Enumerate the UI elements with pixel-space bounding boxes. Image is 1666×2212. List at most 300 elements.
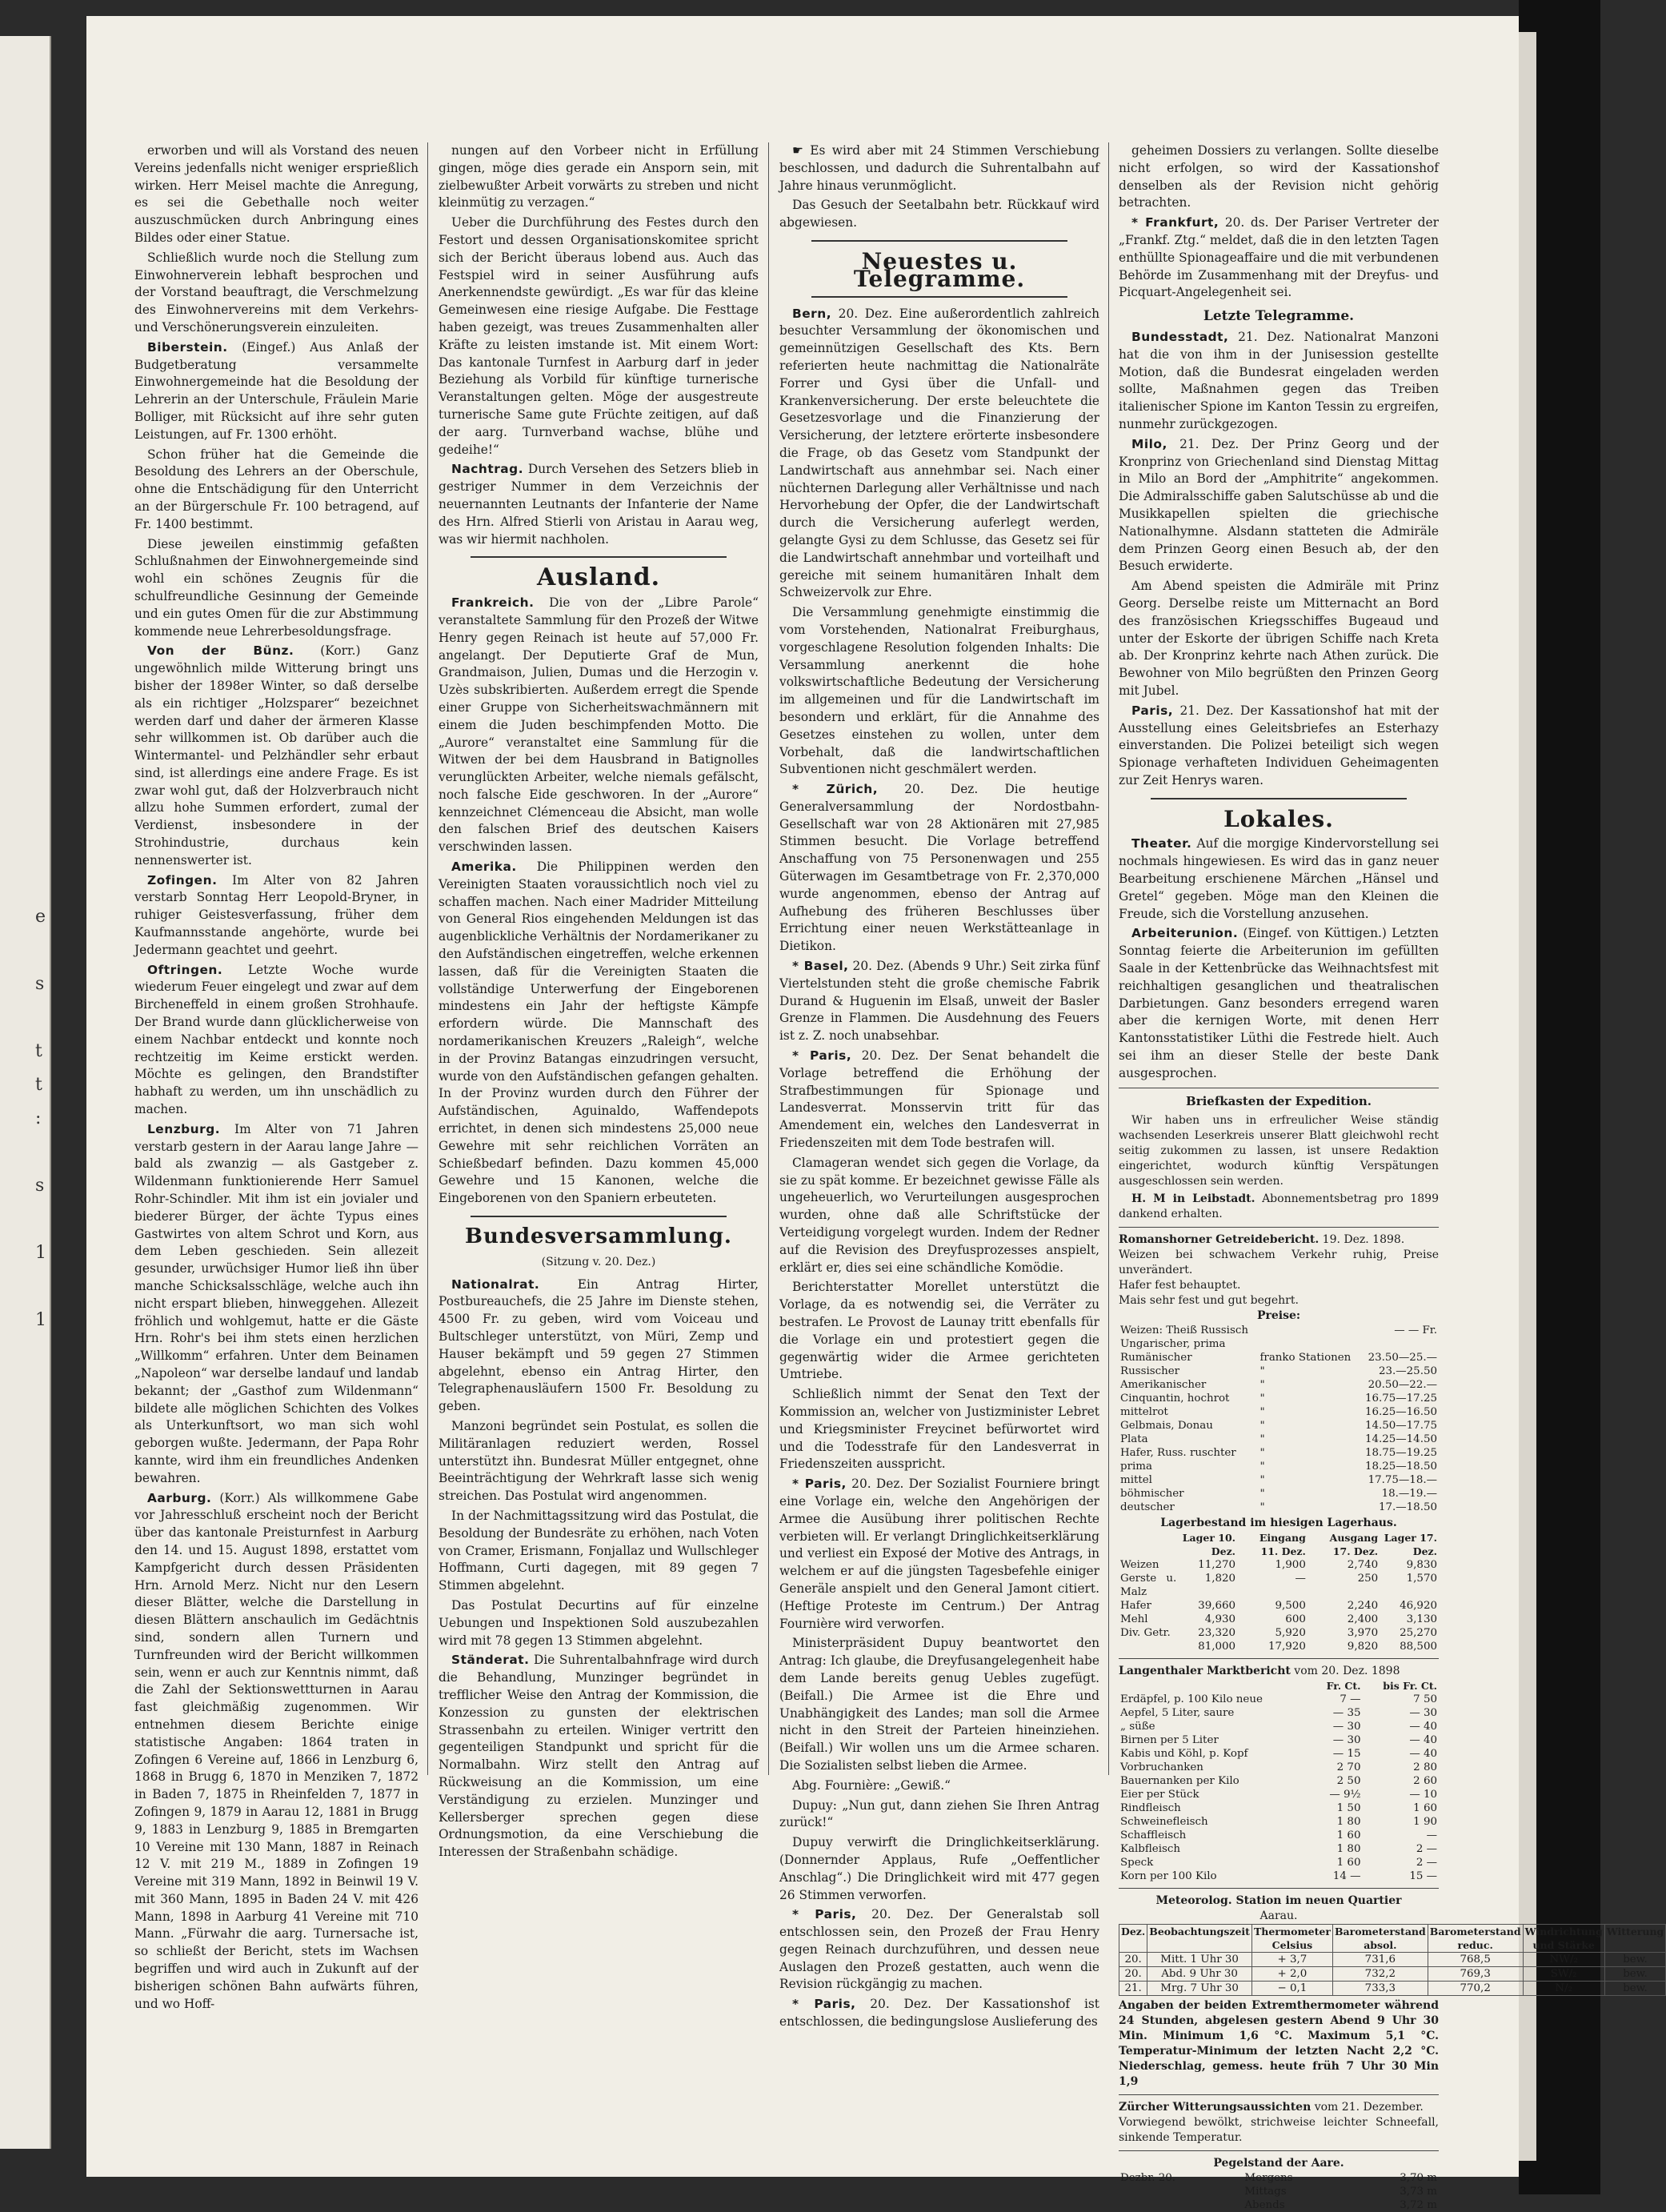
table-cell: 250: [1357, 1573, 1379, 1585]
rubric-nationalrat: Nationalrat.: [451, 1276, 540, 1292]
table-row: [1119, 1337, 1439, 1351]
table-cell: 23.—25.50: [1378, 1365, 1437, 1378]
table-cell: Schweinefleisch: [1120, 1816, 1208, 1829]
table-cell: — 30: [1332, 1721, 1361, 1733]
paragraph: * Paris, 20. Dez. Der Senat behandelt die Vorlage betreffend die Erhöhung der Strafbestimmungen für Spionage und Landesverrat. Monsservin tritt für das Amendement ein, welches den Landesverrat in Friedenszeiten mit dem Tode bestrafen will.: [779, 1048, 1099, 1151]
table-cell: ": [1260, 1393, 1265, 1405]
table-cell: — 15: [1332, 1748, 1361, 1761]
table-row: [1119, 1613, 1439, 1626]
column-header: Barometerstand reduc.: [1428, 1925, 1523, 1953]
table-row: [1119, 1856, 1439, 1869]
table-cell: 1,900: [1275, 1559, 1306, 1572]
table-cell: NW/₂: [1523, 1953, 1604, 1967]
table-cell: 14.25—14.50: [1364, 1433, 1437, 1446]
column-header: Barometerstand absol.: [1332, 1925, 1428, 1953]
table-row: [1119, 1720, 1439, 1733]
table-row: [1119, 1967, 1666, 1982]
table-cell: 600: [1285, 1613, 1306, 1626]
paragraph: Arbeiterunion. (Eingef. von Küttigen.) Letzten Sonntag feierte die Arbeiterunion im gefüllten Saale in der Kettenbrücke das Weihnachtsfest mit reichhaltigen gesanglichen und theatralischen Darbietungen. Ganz besonders erregend waren aber die kernigen Worte, mit denen Herr Kantonsstatistiker Lüthi die Festrede hielt. Auch sei ihm an dieser Stelle der beste Dank ausgesprochen.: [1119, 926, 1439, 1080]
table-cell: 2 —: [1416, 1857, 1437, 1869]
table-cell: mittel: [1120, 1474, 1152, 1487]
table-cell: Bauernanken per Kilo: [1120, 1775, 1239, 1788]
paragraph: Ständerat. Die Suhrentalbahnfrage wird durch die Behandlung, Munzinger begründet in trefflicher Weise den Antrag der Kommission, die Konzession zu gunsten der elektrischen Strassenbahn zu erteilen. Winiger vertritt den gegenteiligen Standpunkt und spricht für die Normalbahn. Wirz stellt den Antrag auf Rückweisung an die Kommission, um eine Verständigung zu erzielen. Munzinger und Kellersberger sprechen gegen diese Ordnungsmotion, da eine Verschiebung die Interessen der Straßenbahn schädige.: [439, 1653, 759, 1860]
section-divider: [471, 556, 727, 558]
column-header: Windrichtung und Stärke: [1523, 1925, 1604, 1953]
table-cell: 18.—19.—: [1381, 1488, 1437, 1501]
rubric-amerika: Amerika.: [451, 860, 517, 875]
meteorologie: Meteorolog. Station im neuen Quartier Aarau. Dez. Beobachtungszeit Thermometer Celsius Barometerstand absol. Barometerstand reduc. Windrichtung und Stärke Witterung 20. Mitt. 1 Uhr 30 + 3,7 731,6 768,5 NW/₂ bew. 20. Abd. 9 Uhr 30 + 2,0 732,2 769,3 SW/₂ bew. 21. Mrg. 7 Uhr 30 − 0,1 733,3 770,2 N/₂ bew. Angaben der beiden Extremthermometer während 24 Stunden, abgelesen gestern Abend 9 Uhr 30 Min. Minimum 1,6 °C. Maximum 5,1 °C. Temperatur-Minimum der letzten Nacht 2,2 °C. Niederschlag, gemess. heute früh 7 Uhr 30 Min 1,9: [1119, 1893, 1439, 2090]
table-cell: 21.: [1119, 1982, 1147, 1996]
table-cell: ": [1260, 1379, 1265, 1392]
table-cell: SW/₂: [1523, 1967, 1604, 1982]
table-row: [1119, 2185, 1439, 2198]
table-cell: 88,500: [1400, 1641, 1437, 1653]
rubric-aarburg: Aarburg.: [147, 1490, 212, 1505]
dateline-paris: * Paris,: [792, 1477, 847, 1492]
paragraph: ☛ Es wird aber mit 24 Stimmen Verschiebung beschlossen, und dadurch die Suhrentalbahn auf Jahre hinaus verunmöglicht.: [779, 143, 1099, 193]
paragraph: Nachtrag. Durch Versehen des Setzers blieb in gestriger Nummer in dem Verzeichnis der neuernannten Leutnants der Infanterie der Name des Hrn. Alfred Stierli von Aristau in Aarau weg, was wir hiermit nachholen.: [439, 462, 759, 547]
table-cell: — 9½: [1329, 1789, 1361, 1801]
table-cell: 1 90: [1413, 1816, 1437, 1829]
section-divider: [811, 240, 1067, 242]
dateline-paris: * Paris,: [792, 1997, 856, 2012]
table-cell: 768,5: [1428, 1953, 1523, 1967]
table-row: [1119, 1801, 1439, 1815]
table-cell: ": [1260, 1406, 1265, 1419]
table-cell: N/₂: [1523, 1982, 1604, 1996]
table-row: [1119, 1392, 1439, 1405]
table-cell: Birnen per 5 Liter: [1120, 1734, 1219, 1747]
table-cell: — 10: [1409, 1789, 1437, 1801]
table-cell: 14 —: [1332, 1870, 1361, 1883]
paragraph: Aarburg. (Korr.) Als willkommene Gabe vor Jahresschluß erscheint noch der Bericht über das kantonale Preisturnfest in Aarburg den 14. und 15. August 1898, erstattet vom Kampfgericht durch dessen Präsidenten Hrn. Arnold Merz. Nicht nur den Lesern dieser Blätter, welche die Darstellung in diesen Blättern anschaulich im Gedächtnis sind, sondern allen Turnern und Turnfreunden wird der Bericht willkommen sein, wenn er auch zur Kenntnis nimmt, daß die Zahl der Sektionswettturnen in Aarau fast gleichmäßig zugenommen. Wir entnehmen diesem Berichte einige statistische Angaben: 1864 traten in Zofingen 6 Vereine auf, 1866 in Lenzburg 6, 1868 in Brugg 6, 1870 in Menziken 7, 1872 in Baden 7, 1875 in Rheinfelden 7, 1877 in Zofingen 9, 1879 in Aarau 12, 1881 in Brugg 9, 1883 in Lenzburg 9, 1885 in Bremgarten 10 Vereine mit 130 Mann, 1887 in Reinach 12 V. mit 219 M., 1889 in Zofingen 19 Vereine mit 319 Mann, 1892 in Beinwil 19 V. mit 360 Mann, 1895 in Baden 24 V. mit 426 Mann, 1898 in Aarburg 41 Vereine mit 710 Mann. „Fürwahr die aarg. Turnersache ist, so schließt der Bericht, stets im Wachsen begriffen und wird auch in Zukunft auf der bisherigen schönen Bahn aufwärts führen, und wo Hoff-: [134, 1490, 419, 2011]
table-cell: Korn per 100 Kilo: [1120, 1870, 1217, 1883]
column-header: Dez.: [1119, 1925, 1147, 1953]
table-cell: 1 80: [1336, 1843, 1361, 1856]
table-row: [1119, 1405, 1439, 1419]
table-cell: 1 60: [1336, 1829, 1361, 1842]
table-cell: 731,6: [1332, 1953, 1428, 1967]
paragraph: * Frankfurt, 20. ds. Der Pariser Vertreter der „Frankf. Ztg.“ meldet, daß die in den letzten Tagen enthüllte Spionageaffaire und die mit verbundenen Behörde im Zusammenhang mit der Dreyfus- und Picquart-Angelegenheit sei.: [1119, 215, 1439, 300]
column-header: Eingang 11. Dez.: [1259, 1532, 1306, 1558]
dateline-paris: Paris,: [1131, 703, 1174, 718]
paragraph: Ministerpräsident Dupuy beantwortet den Antrag: Ich glaube, die Dreyfusangelegenheit habe dem Lande bereits genug Uebles zugefügt. (Beifall.) Die Armee ist die Ehre und Unabhängigkeit des Landes; man soll die Armee nicht in den Streit der Parteien hineinziehen. (Beifall.) Wir wollen uns um die Armee scharen. Die Sozialisten selbst lieben die Armee.: [779, 1636, 1099, 1773]
table-cell: 770,2: [1428, 1982, 1523, 1996]
divider: [1119, 2150, 1439, 2151]
table-row: [1119, 1706, 1439, 1720]
table-cell: − 0,1: [1252, 1982, 1332, 1996]
table-cell: 3,970: [1347, 1627, 1379, 1640]
zuercher-witterung: Zürcher Witterungsaussichten vom 21. Dezember. Vorwiegend bewölkt, strichweise leichter Schneefall, sinkende Temperatur.: [1119, 2101, 1439, 2145]
table-cell: Weizen: [1120, 1559, 1159, 1572]
table-cell: — 30: [1332, 1734, 1361, 1747]
paragraph: * Paris, 20. Dez. Der Generalstab soll entschlossen sein, den Prozeß der Frau Henry gegen Reinach durchzuführen, und dessen neue Auslagen den Prozeß gestatten, auch wenn die Revision rückgängig zu machen.: [779, 1907, 1099, 1992]
table-row: [1119, 1842, 1439, 1856]
table-cell: 17.—18.50: [1378, 1501, 1437, 1514]
table-cell: Plata: [1120, 1433, 1148, 1446]
table-cell: Mehl: [1120, 1613, 1148, 1626]
dateline-paris: * Paris,: [792, 1907, 857, 1922]
table-cell: 1,570: [1406, 1573, 1437, 1585]
adjacent-page-edge: [0, 36, 51, 2149]
table-cell: Aepfel, 5 Liter, saure: [1120, 1707, 1235, 1720]
table-row: [1119, 1558, 1439, 1572]
table-cell: [1119, 2198, 1243, 2212]
table-cell: + 2,0: [1252, 1967, 1332, 1982]
dateline-bern: Bern,: [792, 306, 832, 321]
table-cell: Weizen: Theiß Russisch: [1120, 1324, 1248, 1337]
table-cell: 2 50: [1336, 1775, 1361, 1788]
table-cell: ": [1260, 1474, 1265, 1487]
paragraph: * Paris, 20. Dez. Der Kassationshof ist entschlossen, die bedingungslose Auslieferung des: [779, 1997, 1099, 2030]
table-cell: 2,240: [1347, 1600, 1379, 1613]
table-cell: Cinquantin, hochrot: [1120, 1393, 1230, 1405]
table-cell: 18.25—18.50: [1364, 1461, 1437, 1473]
table-cell: 18.75—19.25: [1364, 1447, 1437, 1460]
table-cell: Div. Getr.: [1120, 1627, 1171, 1640]
paragraph: Schon früher hat die Gemeinde die Besoldung des Lehrers an der Oberschule, ohne die Entschädigung für den Unterricht an der Bürgerschule Fr. 100 betragend, auf Fr. 1400 bestimmt.: [134, 447, 419, 531]
table-cell: — 30: [1409, 1707, 1437, 1720]
marktbericht-table: [1119, 1679, 1439, 1883]
column-4: [1119, 142, 1664, 2212]
table-cell: deutscher: [1120, 1501, 1175, 1514]
table-cell: — 35: [1332, 1707, 1361, 1720]
table-cell: böhmischer: [1120, 1488, 1184, 1501]
column-3: [779, 142, 1099, 2034]
marktbericht: Langenthaler Marktbericht vom 20. Dez. 1898 Fr. Ct. bis Fr. Ct. Erdäpfel, p. 100 Kilo neue 7 — 7 50 Aepfel, 5 Liter, saure — 35 — 30 „ süße — 30 — 40 Birnen per 5 Liter — 30 — 40 Kabis und Köhl, p. Kopf — 15 — 40 Vorbruchanken 2 70 2 80 Bauernanken per Kilo 2 50 2 60 Eier per Stück — 9½ — 10 Rindfleisch 1 50 1 60 Schweinefleisch 1 80 1 90 Schaffleisch 1 60 — Kalbfleisch 1 80 2 — Speck 1 60 2 — Korn per 100 Kilo 14 — 15 —: [1119, 1665, 1437, 1883]
column-rule: [1108, 142, 1109, 1775]
table-row: [1119, 1829, 1439, 1842]
table-cell: 3,73 m: [1400, 2186, 1437, 2198]
paragraph: nungen auf den Vorbeer nicht in Erfüllung gingen, möge dies gerade ein Ansporn sein, mit zielbewußter Arbeit vorwärts zu streben und nicht kleinmütig zu verzagen.“: [439, 143, 759, 210]
table-cell: 20.: [1119, 1967, 1147, 1982]
table-cell: [1119, 1640, 1178, 1653]
table-row: [1119, 1747, 1439, 1761]
table-cell: ": [1260, 1433, 1265, 1446]
table-cell: bew.: [1604, 1953, 1666, 1967]
column-rule: [427, 142, 428, 1775]
table-cell: Kalbfleisch: [1120, 1843, 1180, 1856]
table-cell: 16.75—17.25: [1364, 1393, 1437, 1405]
table-row: [1119, 1761, 1439, 1774]
scan-border: [1519, 0, 1600, 2194]
session-date: (Sitzung v. 20. Dez.): [541, 1255, 656, 1268]
table-cell: 16.25—16.50: [1364, 1406, 1437, 1419]
table-row: [1119, 1572, 1439, 1599]
table-row: [1119, 1815, 1439, 1829]
paragraph: Dupuy: „Nun gut, dann ziehen Sie Ihren Antrag zurück!“: [779, 1797, 1099, 1830]
table-cell: 5,920: [1275, 1627, 1306, 1640]
table-row: [1119, 1364, 1439, 1378]
paragraph: Ueber die Durchführung des Festes durch den Festort und dessen Organisationskomitee spricht sich der Bericht überaus lobend aus. Auch das Festspiel wird in seiner Ausführung aufs Anerkennendste gewürdigt. „Es war für das kleine Gemeinwesen eine riesige Aufgabe. Die Festtage haben gezeigt, was treues Zusammenhalten aller Kräfte zu leisten imstande ist. Mit einem Wort: Das kantonale Turnfest in Aarburg darf in jeder Beziehung als Vorbild für künftige turnerische Veranstaltungen gelten. Möge der ausgestreute turnerische Same gute Früchte zeitigen, auf daß der aarg. Turnverband wachse, blühe und gedeihe!“: [439, 215, 759, 457]
table-cell: 23.50—25.—: [1368, 1352, 1437, 1364]
table-cell: Schaffleisch: [1120, 1829, 1187, 1842]
paragraph: Die Versammlung genehmigte einstimmig die vom Vorstehenden, Nationalrat Freiburghaus, vorgeschlagene Resolution folgenden Inhalts: Die Versammlung anerkennt die hohe volkswirtschaftliche Bedeutung der Versicherung im allgemeinen und für die Landwirtschaft im besondern und erklärt, für die Annahme des Gesetzes einstehen zu wollen, unter dem Vorbehalt, daß die landwirtschaftlichen Subventionen nicht geschmälert werden.: [779, 605, 1099, 777]
paragraph: Berichterstatter Morellet unterstützt die Vorlage, da es notwendig sei, die Verräter zu bestrafen. Le Provost de Launay tritt ebenfalls für die Vorlage ein und protestiert gegen die gegenwärtig wider die Armee gerichteten Umtriebe.: [779, 1280, 1099, 1382]
table-row: [1119, 1774, 1439, 1788]
table-cell: — 40: [1409, 1748, 1437, 1761]
table-cell: ": [1260, 1501, 1265, 1514]
table-cell: ": [1260, 1447, 1265, 1460]
column-header: Ausgang 17. Dez.: [1329, 1532, 1379, 1558]
paragraph: Diese jeweilen einstimmig gefaßten Schlußnahmen der Einwohnergemeinde sind wohl ein schönes Zeugnis für die schulfreundliche Gesinnung der Gemeinde und ein gutes Omen für die zur Abstimmung kommende neue Lehrerbesoldungsfrage.: [134, 536, 419, 639]
section-divider: [1151, 798, 1407, 799]
column-2: [439, 142, 759, 1864]
table-row: [1119, 1733, 1439, 1747]
table-cell: 23,320: [1198, 1627, 1236, 1640]
table-row: [1119, 1473, 1439, 1487]
paragraph: geheimen Dossiers zu verlangen. Sollte dieselbe nicht erfolgen, so wird der Kassationshof denselben als der Revision nicht gehörig betrachten.: [1119, 143, 1439, 210]
section-heading-lokales: Lokales.: [1223, 805, 1334, 832]
table-cell: 2,740: [1347, 1559, 1379, 1572]
paragraph: Am Abend speisten die Admiräle mit Prinz Georg. Derselbe reiste um Mitternacht an Bord des französischen Kriegsschiffes Bugeaud und unter der Eskorte der übrigen Schiffe nach Kreta ab. Der Kronprinz kehrte nach Athen zurück. Die Bewohner von Milo begrüßten den Prinzen Georg mit Jubel.: [1119, 579, 1439, 698]
getreidebericht: Romanshorner Getreidebericht. 19. Dez. 1898. Weizen bei schwachem Verkehr ruhig, Preise unverändert. Hafer fest behauptet. Mais sehr fest und gut begehrt. Preise: Weizen: Theiß Russisch — — Fr. Ungarischer, prima Rumänischer franko Stationen 23.50—25.— Russischer " 23.—25.50 Amerikanischer " 20.50—22.— Cinquantin, hochrot " 16.75—17.25 mittelrot " 16.25—16.50 Gelbmais, Donau " 14.50—17.75 Plata " 14.25—14.50 Hafer, Russ. ruschter " 18.75—19.25 prima " 18.25—18.50 mittel " 17.75—18.— böhmischer " 18.—19.— deutscher " 17.—18.50 Lagerbestand im hiesigen Lagerhaus. Lager 10. Dez. Eingang 11. Dez. Ausgang 17. Dez. Lager 17. Dez. Weizen 11,270 1,900 2,740 9,830 Gerste u. Malz 1,820 — 250 1,570 Hafer 39,660 9,500 2,240 46,920 Mehl 4,930 600 2,400 3,130 Div. Getr. 23,320 5,920 3,970 25,270 81,000 17,920 9,820 88,500: [1119, 1233, 1439, 1653]
paragraph: Manzoni begründet sein Postulat, es sollen die Militäranlagen reduziert werden, Rossel unterstützt ihn. Bundesrat Müller entgegnet, ohne Beeinträchtigung der Wehrkraft lasse sich wenig streichen. Das Postulat wird angenommen.: [439, 1418, 759, 1504]
rubric-staenderat: Ständerat.: [451, 1653, 530, 1668]
paragraph: Theater. Auf die morgige Kindervorstellung sei nochmals hingewiesen. Es wird das in ganz neuer Bearbeitung erschienene Märchen „Hänsel und Gretel“ gegeben. Möge man den Kleinen die Freude, sich die Vorstellung anzusehen.: [1119, 836, 1439, 921]
adjacent-page-fragments: e s t t : s 1 1: [35, 907, 46, 1330]
rubric-zofingen: Zofingen.: [147, 872, 218, 888]
table-cell: 46,920: [1400, 1600, 1437, 1613]
table-row: [1119, 1626, 1439, 1640]
table-cell: 9,820: [1347, 1641, 1379, 1653]
table-row: [1119, 1446, 1439, 1460]
table-cell: 9,830: [1406, 1559, 1437, 1572]
table-cell: ": [1260, 1420, 1265, 1433]
paragraph: Dupuy verwirft die Dringlichkeitserklärung. (Donnernder Applaus, Rufe „Oeffentlicher Anschlag“.) Die Dringlichkeit wird mit 477 gegen 26 Stimmen verworfen.: [779, 1835, 1099, 1902]
table-cell: Amerikanischer: [1120, 1379, 1207, 1392]
table-cell: 3,72 m: [1400, 2199, 1437, 2212]
table-cell: 20.50—22.—: [1368, 1379, 1437, 1392]
pegel-table: [1119, 2171, 1439, 2212]
table-cell: Morgens: [1244, 2172, 1293, 2185]
table-cell: Mittags: [1244, 2186, 1287, 2198]
table-cell: [1119, 2185, 1243, 2198]
pointing-hand-icon: ☛: [792, 143, 803, 158]
rubric-von-der-buenz: Von der Bünz.: [147, 643, 294, 659]
table-cell: + 3,7: [1252, 1953, 1332, 1967]
rubric-nachtrag: Nachtrag.: [451, 462, 524, 477]
weather-table: [1119, 1924, 1666, 1996]
section-divider: [811, 296, 1067, 298]
dateline-frankfurt: * Frankfurt,: [1131, 215, 1219, 230]
column-header: [1119, 1679, 1312, 1693]
table-cell: bew.: [1604, 1967, 1666, 1982]
table-cell: Dezbr. 20.: [1120, 2172, 1176, 2185]
table-cell: 1,820: [1204, 1573, 1236, 1585]
briefkasten-heading: Briefkasten der Expedition.: [1186, 1093, 1372, 1108]
table-cell: 4,930: [1204, 1613, 1236, 1626]
paragraph: Schließlich nimmt der Senat den Text der Kommission an, welcher von Justizminister Lebret und Kriegsminister Freycinet befürwortet wird und die Todesstrafe für den Landesverrat in Friedenszeiten ausspricht.: [779, 1387, 1099, 1472]
paragraph: H. M in Leibstadt. Abonnementsbetrag pro 1899 dankend erhalten.: [1119, 1192, 1439, 1221]
column-header: Fr. Ct.: [1326, 1680, 1361, 1693]
lagerbestand-table: [1119, 1531, 1439, 1653]
table-cell: 1 50: [1336, 1802, 1361, 1815]
rubric-lenzburg: Lenzburg.: [147, 1121, 221, 1136]
column-header: bis Fr. Ct.: [1383, 1680, 1437, 1693]
table-row: [1119, 1460, 1439, 1473]
paragraph: * Zürich, 20. Dez. Die heutige Generalversammlung der Nordostbahn-Gesellschaft war von 28 Aktionären mit 27,985 Stimmen besucht. Die Vorlage betreffend Anschaffung von 75 Personenwagen und 255 Güterwagen im Gesamtbetrage von Fr. 2,370,000 wurde angenommen, ebenso der Antrag auf Aufhebung des früheren Beschlusses über Errichtung einer neuen Werkstätteanlage in Dietikon.: [779, 782, 1099, 954]
rubric-oftringen: Oftringen.: [147, 962, 223, 977]
table-cell: 14.50—17.75: [1364, 1420, 1437, 1433]
table-cell: —: [1426, 1829, 1437, 1842]
divider: [1119, 1658, 1439, 1659]
paragraph: Abg. Fournière: „Gewiß.“: [792, 1777, 951, 1793]
column-header: Witterung: [1604, 1925, 1666, 1953]
section-divider: [471, 1216, 727, 1217]
table-cell: mittelrot: [1120, 1406, 1168, 1419]
column-rule: [768, 142, 769, 1775]
column-header: Lager 10. Dez.: [1182, 1532, 1236, 1558]
table-row: [1119, 1433, 1439, 1446]
table-cell: 17.75—18.—: [1368, 1474, 1437, 1487]
getreide-price-table: [1119, 1324, 1439, 1514]
table-cell: ": [1260, 1365, 1265, 1378]
table-cell: 733,3: [1332, 1982, 1428, 1996]
table-cell: 769,3: [1428, 1967, 1523, 1982]
table-cell: Mitt. 1 Uhr 30: [1147, 1953, 1252, 1967]
paragraph: * Paris, 20. Dez. Der Sozialist Fourniere bringt eine Vorlage ein, welche den Angehörigen der Armee die Ausübung ihrer politischen Rechte verbieten will. Er verlangt Dringlichkeitserklärung und verliest ein Exposé der Motive des Antrags, in welchem er auf die jüngsten Tagesbefehle einiger Generäle anspielt und den General Jamont citiert. (Heftige Proteste im Centrum.) Der Antrag Fournière wird verworfen.: [779, 1477, 1099, 1631]
rubric-frankreich: Frankreich.: [451, 595, 535, 611]
paragraph: Clamageran wendet sich gegen die Vorlage, da sie zu spät komme. Er bezeichnet gewisse Fälle als ungeheuerlich, wo Verurteilungen ausgesprochen wurden, ohne daß alle Schriftstücke der Verteidigung vorgelegt wurden. Indem der Redner auf die Revision des Dreyfusprozesses anspielt, erklärt er, dies sei eine schändliche Komödie.: [779, 1155, 1099, 1275]
paragraph: Zofingen. Im Alter von 82 Jahren verstarb Sonntag Herr Leopold-Bryner, in ruhiger Geistesverfassung, früher dem Kaufmannsstande angehörte, wurde bei Jedermann geachtet und geehrt.: [134, 872, 419, 957]
table-row: [1119, 1693, 1439, 1706]
column-1: [134, 142, 419, 2015]
table-cell: Mrg. 7 Uhr 30: [1147, 1982, 1252, 1996]
table-cell: —: [1295, 1573, 1306, 1585]
table-cell: 39,660: [1198, 1600, 1236, 1613]
table-cell: 2 60: [1413, 1775, 1437, 1788]
table-cell: 1 60: [1336, 1857, 1361, 1869]
divider: [1119, 2094, 1439, 2095]
table-row: [1119, 1869, 1439, 1883]
paragraph: Lenzburg. Im Alter von 71 Jahren verstarb gestern in der Aarau lange Jahre — bald als zwanzig — als Gastgeber z. Wildenmann funktionierende Herr Samuel Rohr-Schindler. Mit ihm ist ein jovialer und biederer Bürger, der ächte Typus eines Gastwirtes von altem Schrot und Korn, aus dem Leben geschieden. Sein allezeit gesunder, urwüchsiger Humor ließ ihn über manche Schicksalsschläge, welche auch ihn nicht erspart blieben, hinweggehen. Allezeit fröhlich und wohlgemut, hatte er die Gäste Hrn. Rohr's bei ihm stets einen herzlichen „Willkomm“ erfahren. Unter dem Beinamen „Napoleon“ war derselbe landauf und landab bekannt; der „Gasthof zum Wildenmann“ bildete alle möglichen Schichten des Volkes als Unterkunftsort, wo man sich wohl geborgen wußte. Jedermann, der Papa Rohr kannte, wird ihm ein freundliches Andenken bewahren.: [134, 1121, 419, 1485]
table-cell: Kabis und Köhl, p. Kopf: [1120, 1748, 1248, 1761]
table-cell: Gelbmais, Donau: [1120, 1420, 1213, 1433]
table-cell: Abd. 9 Uhr 30: [1147, 1967, 1252, 1982]
paragraph: Nationalrat. Ein Antrag Hirter, Postbureauchefs, die 25 Jahre im Dienste stehen, 4500 Fr. zu geben, wird vom Voiceau und Bultschleger unterstützt, von Müri, Zemp und Hauser bekämpft und 59 gegen 27 Stimmen abgelehnt, ebenso ein Antrag Hirter, den Telegraphenausläufern 1500 Fr. Besoldung zu geben.: [439, 1276, 759, 1414]
paragraph: * Basel, 20. Dez. (Abends 9 Uhr.) Seit zirka fünf Viertelstunden steht die große chemische Fabrik Durand & Huguenin im Elsaß, unweit der Basler Grenze in Flammen. Die Ausdehnung des Feuers ist z. Z. noch unabsehbar.: [779, 959, 1099, 1044]
table-cell: 25,270: [1400, 1627, 1437, 1640]
table-row: [1119, 1788, 1439, 1801]
dateline-zuerich: * Zürich,: [792, 782, 879, 797]
table-cell: 11,270: [1198, 1559, 1236, 1572]
table-cell: [1258, 1324, 1358, 1337]
table-cell: Rindfleisch: [1120, 1802, 1181, 1815]
paragraph: Bern, 20. Dez. Eine außerordentlich zahlreich besuchter Versammlung der ökonomischen und gemeinnützigen Gesellschaft des Kts. Bern referierten heute nachmittag die Nationalräte Forrer und Gysi über die Unfall- und Krankenversicherung. Der erste beleuchtete die Gesetzesvorlage und die Finanzierung der Versicherung, der letztere erörterte insbesondere die Frage, ob das Gesetz vom Standpunkt der Landwirtschaft aus annehmbar sei. Nach einer nüchternen Darlegung aller Verhältnisse und nach Hervorhebung der Opfer, die der Landwirtschaft durch die Versicherung auferlegt werden, gelangte Gysi zu dem Schlusse, das Gesetz sei für die Landwirtschaft annehmbar und vorteilhaft und gereiche mit seinem humanitären Inhalt dem Schweizervolk zur Ehre.: [779, 306, 1099, 600]
rubric-arbeiterunion: Arbeiterunion.: [1131, 926, 1239, 941]
section-heading-letzte-telegramme: Letzte Telegramme.: [1203, 308, 1355, 325]
paragraph: Schließlich wurde noch die Stellung zum Einwohnerverein lebhaft besprochen und der Vorstand beauftragt, die Verschmelzung des Einwohnervereins mit dem Verkehrs- und Verschönerungsverein einzuleiten.: [134, 250, 419, 335]
table-cell: Eier per Stück: [1120, 1789, 1199, 1801]
column-header: Lager 17. Dez.: [1384, 1532, 1437, 1558]
table-row: [1119, 1982, 1666, 1996]
table-row: [1119, 1487, 1439, 1501]
table-cell: Abends: [1244, 2199, 1285, 2212]
table-row: [1119, 1378, 1439, 1392]
table-row: [1119, 1599, 1439, 1613]
rubric-theater: Theater.: [1131, 836, 1192, 852]
table-cell: 20.: [1119, 1953, 1147, 1967]
column-header: Thermometer Celsius: [1252, 1925, 1332, 1953]
table-cell: Russischer: [1120, 1365, 1180, 1378]
paragraph: In der Nachmittagssitzung wird das Postulat, die Besoldung der Bundesräte zu erhöhen, nach Voten von Cramer, Erismann, Fonjallaz und Wullschleger Hoffmann, Curti dagegen, mit 89 gegen 7 Stimmen abgelehnt.: [439, 1508, 759, 1593]
rubric-biberstein: Biberstein.: [147, 339, 228, 355]
table-row: [1119, 1501, 1439, 1514]
table-cell: [1258, 1337, 1358, 1351]
table-cell: — 40: [1409, 1734, 1437, 1747]
table-cell: — 40: [1409, 1721, 1437, 1733]
paragraph: Paris, 21. Dez. Der Kassationshof hat mit der Ausstellung eines Geleitsbriefes an Esterhazy einverstanden. Die Polizei beteiligt sich wegen Spionage verhafteten Individuen Geheimagenten zur Zeit Henrys waren.: [1119, 703, 1439, 787]
table-cell: — — Fr.: [1394, 1324, 1437, 1337]
table-cell: ": [1260, 1488, 1265, 1501]
paragraph: Oftringen. Letzte Woche wurde wiederum Feuer eingelegt und zwar auf dem Bircheneffeld in einem großen Strohhaufe. Der Brand wurde dann glücklicherweise von einem Nachbar entdeckt und konnte noch rechtzeitig im Keime erstickt werden. Möchte es gelingen, den Brandstifter habhaft zu werden, um ihn unschädlich zu machen.: [134, 962, 419, 1117]
paragraph: Das Gesuch der Seetalbahn betr. Rückkauf wird abgewiesen.: [779, 198, 1099, 230]
paragraph: Frankreich. Die von der „Libre Parole“ veranstaltete Sammlung für den Prozeß der Witwe Henry gegen Reinach ist heute auf 57,000 Fr. angelangt. Der Deputierte Graf de Mun, Grandmaison, Julien, Dumas und die Herzogin v. Uzès subskribierten. Außerdem erregt die Spende einer Gruppe von Sicherheitswachmännern mit einem die Juden beschimpfenden Motto. Die „Aurore“ veranstaltet eine Sammlung für die Witwen der bei dem Hausbrand in Batignolles verunglückten Arbeiter, welche niemals gefälscht, noch falsche Eide geschworen. In der „Aurore“ kennzeichnet Clémenceau die Absicht, man wolle den falschen Brief des deutschen Kaisers verschwinden lassen.: [439, 595, 759, 855]
table-cell: 9,500: [1275, 1600, 1306, 1613]
paragraph: Von der Bünz. (Korr.) Ganz ungewöhnlich milde Witterung bringt uns bisher der 1898er Winter, so daß derselbe als ein richtiger „Holzsparer“ bezeichnet werden darf und daher der ärmeren Klasse sehr willkommen ist. Ob darüber auch die Wintermantel- und Pelzhändler sehr erbaut sind, ist allerdings eine andere Frage. Es ist zwar wohl gut, daß der Holzverbrauch nicht allzu hohe Summen erfordert, zumal der Verdienst, insbesondere in der Strohindustrie, durchaus kein nennenswerter ist.: [134, 643, 419, 868]
table-row: [1119, 2171, 1439, 2185]
table-cell: franko Stationen: [1260, 1352, 1352, 1364]
table-cell: bew.: [1604, 1982, 1666, 1996]
paragraph: Das Postulat Decurtins auf für einzelne Uebungen und Inspektionen Sold auszubezahlen wird mit 78 gegen 13 Stimmen abgelehnt.: [439, 1597, 759, 1648]
table-cell: Gerste u. Malz: [1120, 1573, 1177, 1599]
table-cell: Hafer: [1120, 1600, 1151, 1613]
column-header: [1119, 1531, 1178, 1558]
table-cell: Hafer, Russ. ruschter: [1120, 1447, 1236, 1460]
table-cell: Erdäpfel, p. 100 Kilo neue: [1120, 1693, 1263, 1706]
paragraph: Milo, 21. Dez. Der Prinz Georg und der Kronprinz von Griechenland sind Dienstag Mittag in Milo an Bord der „Amphitrite“ angekommen. Die Admiralsschiffe gaben Salutschüsse ab und die Musikkapellen spielten die griechische Nationalhymne. Alsdann statteten die Admiräle dem Prinzen Georg einen Besuch ab, der den Besuch erwiderte.: [1119, 436, 1439, 574]
dateline-bundesstadt: Bundesstadt,: [1131, 329, 1229, 344]
table-row: [1119, 1640, 1439, 1653]
pegelstand: Pegelstand der Aare. Dezbr. 20. Morgens 3,70 m Mittags 3,73 m Abends 3,72 m: [1120, 2157, 1437, 2212]
paragraph: Bundesstadt, 21. Dez. Nationalrat Manzoni hat die von ihm in der Junisession gestellte Motion, daß die Bundesrat eingeladen werden sollte, Maßnahmen gegen das Treiben italienischer Spione im Kanton Tessin zu ergreifen, nunmehr zurückgezogen.: [1119, 329, 1439, 431]
table-cell: Ungarischer, prima: [1120, 1338, 1226, 1351]
table-cell: 2,400: [1347, 1613, 1379, 1626]
table-row: [1119, 1351, 1439, 1364]
section-heading-ausland: Ausland.: [536, 563, 661, 592]
paragraph: Amerika. Die Philippinen werden den Vereinigten Staaten voraussichtlich noch viel zu schaffen machen. Nach einer Madrider Mitteilung von General Rios eingehenden Meldungen ist das augenblickliche Verhältnis der Nordamerikaner zu den Aufständischen eingetreffen, welche erkennen lassen, daß für die Vereinigten Staaten die vollständige Unterwerfung der Eingeborenen mindestens ein Jahr der heftigste Kämpfe erfordern würde. Die Mannschaft des nordamerikanischen Kreuzers „Raleigh“, welche in der Provinz Batangas einzudringen versucht, wurde von den Aufständischen gefangen gehalten. In der Provinz wurden durch den Führer der Aufständischen, Aguinaldo, Waffendepots errichtet, in denen sich mindestens 25,000 neue Gewehre mit sehr reichlichen Vorräten an Schießbedarf befinden. Dazu kommen 45,000 Gewehre und 15 Kanonen, welche die Eingeborenen von den Spaniern erbeuteten.: [439, 860, 759, 1206]
dateline-basel: * Basel,: [792, 959, 849, 974]
table-row: [1119, 1419, 1439, 1433]
paragraph: erworben und will als Vorstand des neuen Vereins jedenfalls nicht weniger ersprießlich wirken. Herr Meisel machte die Anregung, es sei die Gebethalle noch weiter auszuschmücken durch Anbringung eines Bildes oder einer Statue.: [134, 143, 419, 245]
paragraph: Biberstein. (Eingef.) Aus Anlaß der Budgetberatung versammelte Einwohnergemeinde hat die Besoldung der Lehrerin an der Unterschule, Fräulein Marie Bolliger, mit Rücksicht auf ihre sehr guten Leistungen, auf Fr. 1300 erhöht.: [134, 339, 419, 442]
section-heading-neuestes: Neuestes u. Telegramme.: [853, 247, 1026, 292]
table-cell: prima: [1120, 1461, 1152, 1473]
dateline-milo: Milo,: [1131, 436, 1167, 451]
table-cell: ": [1260, 1461, 1265, 1473]
table-cell: 732,2: [1332, 1967, 1428, 1982]
table-row: [1119, 1324, 1439, 1337]
table-cell: 17,920: [1268, 1641, 1306, 1653]
divider: [1119, 1227, 1439, 1228]
table-cell: 2 80: [1413, 1761, 1437, 1774]
paragraph: Wir haben uns in erfreulicher Weise ständig wachsenden Leserkreis unserer Blatt gleichwohl recht seitig zukommen zu lassen, ist unsere Redaktion eingerichtet, wodurch künftig Verspätungen ausgeschlossen sein werden.: [1119, 1114, 1439, 1188]
table-cell: 1 60: [1413, 1802, 1437, 1815]
table-cell: 81,000: [1198, 1641, 1236, 1653]
table-cell: „ süße: [1120, 1721, 1155, 1733]
table-cell: 7 —: [1340, 1693, 1361, 1706]
section-heading-bundesversammlung: Bundesversammlung.: [465, 1224, 732, 1249]
column-header: Beobachtungszeit: [1147, 1925, 1252, 1953]
table-cell: Rumänischer: [1120, 1352, 1192, 1364]
table-cell: 3,70 m: [1400, 2172, 1437, 2185]
table-row: [1119, 2198, 1439, 2212]
dateline-paris: * Paris,: [792, 1048, 852, 1064]
table-cell: Vorbruchanken: [1120, 1761, 1203, 1774]
table-row: [1119, 1953, 1666, 1967]
table-cell: 2 —: [1416, 1843, 1437, 1856]
